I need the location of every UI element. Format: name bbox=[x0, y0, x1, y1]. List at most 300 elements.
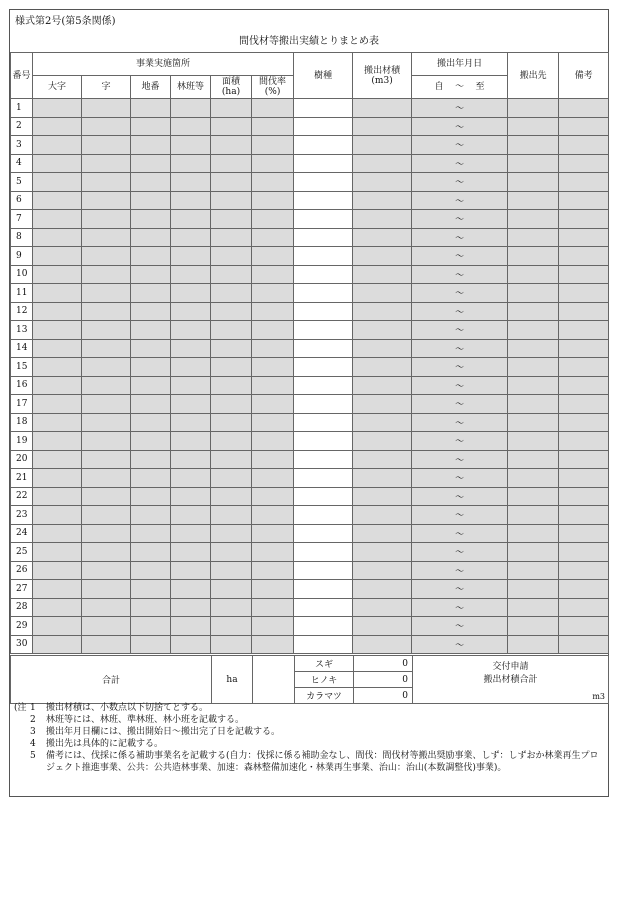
cell-chiban[interactable] bbox=[131, 395, 171, 414]
cell-area[interactable] bbox=[211, 580, 252, 599]
cell-oaza[interactable] bbox=[33, 524, 82, 543]
cell-destination[interactable] bbox=[508, 173, 559, 192]
cell-volume[interactable] bbox=[353, 487, 412, 506]
cell-aza[interactable] bbox=[82, 543, 131, 562]
cell-date-range[interactable]: ～ bbox=[412, 173, 508, 192]
cell-chiban[interactable] bbox=[131, 580, 171, 599]
cell-species[interactable] bbox=[294, 302, 353, 321]
cell-destination[interactable] bbox=[508, 598, 559, 617]
cell-rinpan[interactable] bbox=[171, 265, 211, 284]
cell-chiban[interactable] bbox=[131, 432, 171, 451]
cell-destination[interactable] bbox=[508, 284, 559, 303]
cell-volume[interactable] bbox=[353, 284, 412, 303]
cell-date-range[interactable]: ～ bbox=[412, 265, 508, 284]
cell-aza[interactable] bbox=[82, 561, 131, 580]
cell-chiban[interactable] bbox=[131, 302, 171, 321]
cell-aza[interactable] bbox=[82, 506, 131, 525]
cell-destination[interactable] bbox=[508, 450, 559, 469]
cell-date-range[interactable]: ～ bbox=[412, 469, 508, 488]
cell-oaza[interactable] bbox=[33, 247, 82, 266]
cell-destination[interactable] bbox=[508, 117, 559, 136]
cell-aza[interactable] bbox=[82, 321, 131, 340]
cell-date-range[interactable]: ～ bbox=[412, 339, 508, 358]
cell-volume[interactable] bbox=[353, 543, 412, 562]
cell-oaza[interactable] bbox=[33, 506, 82, 525]
cell-thinning-rate[interactable] bbox=[252, 635, 294, 654]
cell-rinpan[interactable] bbox=[171, 598, 211, 617]
cell-destination[interactable] bbox=[508, 154, 559, 173]
cell-volume[interactable] bbox=[353, 598, 412, 617]
cell-date-range[interactable]: ～ bbox=[412, 543, 508, 562]
cell-remarks[interactable] bbox=[559, 191, 609, 210]
cell-area[interactable] bbox=[211, 247, 252, 266]
cell-remarks[interactable] bbox=[559, 432, 609, 451]
cell-chiban[interactable] bbox=[131, 136, 171, 155]
cell-remarks[interactable] bbox=[559, 136, 609, 155]
cell-destination[interactable] bbox=[508, 136, 559, 155]
cell-oaza[interactable] bbox=[33, 99, 82, 118]
cell-destination[interactable] bbox=[508, 265, 559, 284]
cell-destination[interactable] bbox=[508, 376, 559, 395]
cell-chiban[interactable] bbox=[131, 376, 171, 395]
cell-remarks[interactable] bbox=[559, 561, 609, 580]
cell-aza[interactable] bbox=[82, 598, 131, 617]
cell-destination[interactable] bbox=[508, 561, 559, 580]
cell-rinpan[interactable] bbox=[171, 506, 211, 525]
cell-aza[interactable] bbox=[82, 450, 131, 469]
cell-oaza[interactable] bbox=[33, 561, 82, 580]
cell-volume[interactable] bbox=[353, 302, 412, 321]
cell-remarks[interactable] bbox=[559, 376, 609, 395]
cell-remarks[interactable] bbox=[559, 302, 609, 321]
cell-destination[interactable] bbox=[508, 191, 559, 210]
cell-chiban[interactable] bbox=[131, 524, 171, 543]
cell-volume[interactable] bbox=[353, 228, 412, 247]
cell-oaza[interactable] bbox=[33, 635, 82, 654]
cell-rinpan[interactable] bbox=[171, 617, 211, 636]
cell-date-range[interactable]: ～ bbox=[412, 432, 508, 451]
cell-aza[interactable] bbox=[82, 487, 131, 506]
cell-species[interactable] bbox=[294, 173, 353, 192]
cell-volume[interactable] bbox=[353, 580, 412, 599]
cell-date-range[interactable]: ～ bbox=[412, 228, 508, 247]
cell-thinning-rate[interactable] bbox=[252, 432, 294, 451]
cell-aza[interactable] bbox=[82, 635, 131, 654]
cell-thinning-rate[interactable] bbox=[252, 524, 294, 543]
cell-rinpan[interactable] bbox=[171, 580, 211, 599]
cell-chiban[interactable] bbox=[131, 561, 171, 580]
cell-date-range[interactable]: ～ bbox=[412, 561, 508, 580]
cell-remarks[interactable] bbox=[559, 450, 609, 469]
cell-area[interactable] bbox=[211, 339, 252, 358]
cell-volume[interactable] bbox=[353, 247, 412, 266]
cell-aza[interactable] bbox=[82, 302, 131, 321]
cell-thinning-rate[interactable] bbox=[252, 173, 294, 192]
cell-aza[interactable] bbox=[82, 376, 131, 395]
cell-species[interactable] bbox=[294, 432, 353, 451]
cell-species[interactable] bbox=[294, 210, 353, 229]
cell-area[interactable] bbox=[211, 99, 252, 118]
cell-species[interactable] bbox=[294, 506, 353, 525]
cell-area[interactable] bbox=[211, 450, 252, 469]
cell-destination[interactable] bbox=[508, 302, 559, 321]
cell-volume[interactable] bbox=[353, 376, 412, 395]
cell-volume[interactable] bbox=[353, 99, 412, 118]
cell-remarks[interactable] bbox=[559, 635, 609, 654]
cell-aza[interactable] bbox=[82, 117, 131, 136]
cell-species[interactable] bbox=[294, 580, 353, 599]
cell-destination[interactable] bbox=[508, 99, 559, 118]
cell-remarks[interactable] bbox=[559, 339, 609, 358]
cell-oaza[interactable] bbox=[33, 358, 82, 377]
cell-date-range[interactable]: ～ bbox=[412, 191, 508, 210]
cell-date-range[interactable]: ～ bbox=[412, 136, 508, 155]
cell-aza[interactable] bbox=[82, 228, 131, 247]
cell-rinpan[interactable] bbox=[171, 339, 211, 358]
cell-area[interactable] bbox=[211, 210, 252, 229]
cell-date-range[interactable]: ～ bbox=[412, 99, 508, 118]
cell-area[interactable] bbox=[211, 117, 252, 136]
cell-thinning-rate[interactable] bbox=[252, 99, 294, 118]
cell-oaza[interactable] bbox=[33, 543, 82, 562]
cell-destination[interactable] bbox=[508, 358, 559, 377]
cell-rinpan[interactable] bbox=[171, 395, 211, 414]
cell-thinning-rate[interactable] bbox=[252, 247, 294, 266]
cell-remarks[interactable] bbox=[559, 247, 609, 266]
cell-date-range[interactable]: ～ bbox=[412, 617, 508, 636]
cell-destination[interactable] bbox=[508, 524, 559, 543]
cell-oaza[interactable] bbox=[33, 284, 82, 303]
cell-species[interactable] bbox=[294, 321, 353, 340]
cell-oaza[interactable] bbox=[33, 413, 82, 432]
cell-chiban[interactable] bbox=[131, 635, 171, 654]
cell-area[interactable] bbox=[211, 395, 252, 414]
cell-rinpan[interactable] bbox=[171, 173, 211, 192]
cell-aza[interactable] bbox=[82, 210, 131, 229]
cell-date-range[interactable]: ～ bbox=[412, 321, 508, 340]
cell-rinpan[interactable] bbox=[171, 117, 211, 136]
cell-chiban[interactable] bbox=[131, 450, 171, 469]
cell-rinpan[interactable] bbox=[171, 284, 211, 303]
cell-oaza[interactable] bbox=[33, 395, 82, 414]
cell-species[interactable] bbox=[294, 487, 353, 506]
cell-aza[interactable] bbox=[82, 173, 131, 192]
cell-rinpan[interactable] bbox=[171, 154, 211, 173]
cell-thinning-rate[interactable] bbox=[252, 117, 294, 136]
cell-species[interactable] bbox=[294, 265, 353, 284]
cell-species[interactable] bbox=[294, 617, 353, 636]
cell-aza[interactable] bbox=[82, 284, 131, 303]
cell-oaza[interactable] bbox=[33, 432, 82, 451]
cell-volume[interactable] bbox=[353, 432, 412, 451]
cell-oaza[interactable] bbox=[33, 173, 82, 192]
cell-area[interactable] bbox=[211, 154, 252, 173]
cell-volume[interactable] bbox=[353, 524, 412, 543]
cell-chiban[interactable] bbox=[131, 413, 171, 432]
cell-chiban[interactable] bbox=[131, 543, 171, 562]
cell-oaza[interactable] bbox=[33, 321, 82, 340]
cell-chiban[interactable] bbox=[131, 173, 171, 192]
cell-remarks[interactable] bbox=[559, 284, 609, 303]
cell-area[interactable] bbox=[211, 173, 252, 192]
cell-area[interactable] bbox=[211, 413, 252, 432]
cell-remarks[interactable] bbox=[559, 469, 609, 488]
cell-thinning-rate[interactable] bbox=[252, 265, 294, 284]
cell-date-range[interactable]: ～ bbox=[412, 487, 508, 506]
cell-volume[interactable] bbox=[353, 173, 412, 192]
cell-volume[interactable] bbox=[353, 117, 412, 136]
cell-date-range[interactable]: ～ bbox=[412, 302, 508, 321]
cell-species[interactable] bbox=[294, 635, 353, 654]
cell-date-range[interactable]: ～ bbox=[412, 210, 508, 229]
cell-remarks[interactable] bbox=[559, 358, 609, 377]
cell-rinpan[interactable] bbox=[171, 136, 211, 155]
cell-volume[interactable] bbox=[353, 506, 412, 525]
cell-date-range[interactable]: ～ bbox=[412, 358, 508, 377]
cell-aza[interactable] bbox=[82, 395, 131, 414]
cell-oaza[interactable] bbox=[33, 339, 82, 358]
cell-aza[interactable] bbox=[82, 432, 131, 451]
cell-species[interactable] bbox=[294, 117, 353, 136]
cell-oaza[interactable] bbox=[33, 191, 82, 210]
cell-aza[interactable] bbox=[82, 580, 131, 599]
cell-aza[interactable] bbox=[82, 99, 131, 118]
cell-destination[interactable] bbox=[508, 506, 559, 525]
cell-chiban[interactable] bbox=[131, 358, 171, 377]
cell-aza[interactable] bbox=[82, 617, 131, 636]
cell-thinning-rate[interactable] bbox=[252, 487, 294, 506]
totals-species-value[interactable]: 0 bbox=[354, 656, 413, 672]
cell-aza[interactable] bbox=[82, 191, 131, 210]
cell-destination[interactable] bbox=[508, 210, 559, 229]
cell-oaza[interactable] bbox=[33, 117, 82, 136]
cell-date-range[interactable]: ～ bbox=[412, 450, 508, 469]
cell-area[interactable] bbox=[211, 635, 252, 654]
cell-remarks[interactable] bbox=[559, 413, 609, 432]
cell-date-range[interactable]: ～ bbox=[412, 154, 508, 173]
cell-chiban[interactable] bbox=[131, 99, 171, 118]
cell-date-range[interactable]: ～ bbox=[412, 635, 508, 654]
cell-thinning-rate[interactable] bbox=[252, 598, 294, 617]
cell-volume[interactable] bbox=[353, 210, 412, 229]
cell-remarks[interactable] bbox=[559, 117, 609, 136]
cell-chiban[interactable] bbox=[131, 617, 171, 636]
cell-rinpan[interactable] bbox=[171, 469, 211, 488]
cell-species[interactable] bbox=[294, 154, 353, 173]
cell-remarks[interactable] bbox=[559, 228, 609, 247]
cell-destination[interactable] bbox=[508, 247, 559, 266]
cell-oaza[interactable] bbox=[33, 617, 82, 636]
cell-chiban[interactable] bbox=[131, 228, 171, 247]
cell-area[interactable] bbox=[211, 376, 252, 395]
cell-oaza[interactable] bbox=[33, 154, 82, 173]
cell-rinpan[interactable] bbox=[171, 210, 211, 229]
cell-volume[interactable] bbox=[353, 191, 412, 210]
cell-area[interactable] bbox=[211, 543, 252, 562]
cell-destination[interactable] bbox=[508, 543, 559, 562]
cell-oaza[interactable] bbox=[33, 210, 82, 229]
cell-thinning-rate[interactable] bbox=[252, 395, 294, 414]
cell-volume[interactable] bbox=[353, 635, 412, 654]
cell-destination[interactable] bbox=[508, 339, 559, 358]
cell-remarks[interactable] bbox=[559, 580, 609, 599]
cell-date-range[interactable]: ～ bbox=[412, 413, 508, 432]
cell-species[interactable] bbox=[294, 561, 353, 580]
cell-species[interactable] bbox=[294, 358, 353, 377]
cell-thinning-rate[interactable] bbox=[252, 617, 294, 636]
cell-destination[interactable] bbox=[508, 469, 559, 488]
cell-oaza[interactable] bbox=[33, 228, 82, 247]
cell-oaza[interactable] bbox=[33, 136, 82, 155]
cell-remarks[interactable] bbox=[559, 506, 609, 525]
cell-remarks[interactable] bbox=[559, 617, 609, 636]
cell-destination[interactable] bbox=[508, 228, 559, 247]
cell-species[interactable] bbox=[294, 228, 353, 247]
cell-volume[interactable] bbox=[353, 561, 412, 580]
cell-date-range[interactable]: ～ bbox=[412, 247, 508, 266]
cell-rinpan[interactable] bbox=[171, 635, 211, 654]
cell-chiban[interactable] bbox=[131, 154, 171, 173]
cell-remarks[interactable] bbox=[559, 321, 609, 340]
cell-aza[interactable] bbox=[82, 247, 131, 266]
cell-thinning-rate[interactable] bbox=[252, 506, 294, 525]
cell-thinning-rate[interactable] bbox=[252, 284, 294, 303]
cell-chiban[interactable] bbox=[131, 487, 171, 506]
cell-remarks[interactable] bbox=[559, 598, 609, 617]
cell-area[interactable] bbox=[211, 432, 252, 451]
cell-date-range[interactable]: ～ bbox=[412, 284, 508, 303]
cell-remarks[interactable] bbox=[559, 487, 609, 506]
cell-destination[interactable] bbox=[508, 432, 559, 451]
cell-destination[interactable] bbox=[508, 617, 559, 636]
cell-oaza[interactable] bbox=[33, 265, 82, 284]
cell-volume[interactable] bbox=[353, 450, 412, 469]
cell-rinpan[interactable] bbox=[171, 487, 211, 506]
cell-thinning-rate[interactable] bbox=[252, 302, 294, 321]
cell-rinpan[interactable] bbox=[171, 524, 211, 543]
cell-remarks[interactable] bbox=[559, 154, 609, 173]
cell-area[interactable] bbox=[211, 598, 252, 617]
cell-aza[interactable] bbox=[82, 339, 131, 358]
cell-species[interactable] bbox=[294, 247, 353, 266]
cell-remarks[interactable] bbox=[559, 210, 609, 229]
cell-area[interactable] bbox=[211, 506, 252, 525]
cell-remarks[interactable] bbox=[559, 395, 609, 414]
cell-remarks[interactable] bbox=[559, 524, 609, 543]
cell-remarks[interactable] bbox=[559, 543, 609, 562]
cell-thinning-rate[interactable] bbox=[252, 339, 294, 358]
cell-aza[interactable] bbox=[82, 469, 131, 488]
cell-destination[interactable] bbox=[508, 487, 559, 506]
cell-thinning-rate[interactable] bbox=[252, 228, 294, 247]
cell-remarks[interactable] bbox=[559, 265, 609, 284]
cell-remarks[interactable] bbox=[559, 99, 609, 118]
cell-oaza[interactable] bbox=[33, 469, 82, 488]
cell-volume[interactable] bbox=[353, 265, 412, 284]
cell-species[interactable] bbox=[294, 284, 353, 303]
cell-chiban[interactable] bbox=[131, 247, 171, 266]
cell-thinning-rate[interactable] bbox=[252, 321, 294, 340]
cell-aza[interactable] bbox=[82, 358, 131, 377]
cell-volume[interactable] bbox=[353, 136, 412, 155]
cell-chiban[interactable] bbox=[131, 284, 171, 303]
cell-chiban[interactable] bbox=[131, 506, 171, 525]
cell-area[interactable] bbox=[211, 302, 252, 321]
cell-species[interactable] bbox=[294, 136, 353, 155]
cell-rinpan[interactable] bbox=[171, 561, 211, 580]
cell-volume[interactable] bbox=[353, 321, 412, 340]
cell-rinpan[interactable] bbox=[171, 543, 211, 562]
cell-destination[interactable] bbox=[508, 580, 559, 599]
cell-oaza[interactable] bbox=[33, 580, 82, 599]
cell-area[interactable] bbox=[211, 561, 252, 580]
cell-destination[interactable] bbox=[508, 395, 559, 414]
cell-area[interactable] bbox=[211, 469, 252, 488]
cell-aza[interactable] bbox=[82, 265, 131, 284]
cell-area[interactable] bbox=[211, 191, 252, 210]
cell-volume[interactable] bbox=[353, 413, 412, 432]
cell-oaza[interactable] bbox=[33, 302, 82, 321]
cell-volume[interactable] bbox=[353, 339, 412, 358]
cell-rinpan[interactable] bbox=[171, 358, 211, 377]
cell-thinning-rate[interactable] bbox=[252, 580, 294, 599]
cell-thinning-rate[interactable] bbox=[252, 469, 294, 488]
cell-thinning-rate[interactable] bbox=[252, 413, 294, 432]
cell-aza[interactable] bbox=[82, 413, 131, 432]
cell-date-range[interactable]: ～ bbox=[412, 117, 508, 136]
cell-date-range[interactable]: ～ bbox=[412, 524, 508, 543]
cell-oaza[interactable] bbox=[33, 450, 82, 469]
cell-chiban[interactable] bbox=[131, 210, 171, 229]
cell-species[interactable] bbox=[294, 543, 353, 562]
cell-rinpan[interactable] bbox=[171, 450, 211, 469]
cell-thinning-rate[interactable] bbox=[252, 376, 294, 395]
cell-chiban[interactable] bbox=[131, 598, 171, 617]
cell-chiban[interactable] bbox=[131, 117, 171, 136]
cell-aza[interactable] bbox=[82, 524, 131, 543]
cell-area[interactable] bbox=[211, 284, 252, 303]
cell-species[interactable] bbox=[294, 598, 353, 617]
cell-volume[interactable] bbox=[353, 358, 412, 377]
cell-chiban[interactable] bbox=[131, 191, 171, 210]
totals-species-value[interactable]: 0 bbox=[354, 688, 413, 704]
cell-area[interactable] bbox=[211, 524, 252, 543]
cell-species[interactable] bbox=[294, 395, 353, 414]
cell-volume[interactable] bbox=[353, 154, 412, 173]
cell-date-range[interactable]: ～ bbox=[412, 598, 508, 617]
cell-species[interactable] bbox=[294, 339, 353, 358]
cell-destination[interactable] bbox=[508, 413, 559, 432]
cell-oaza[interactable] bbox=[33, 487, 82, 506]
cell-species[interactable] bbox=[294, 376, 353, 395]
cell-destination[interactable] bbox=[508, 321, 559, 340]
cell-thinning-rate[interactable] bbox=[252, 191, 294, 210]
cell-aza[interactable] bbox=[82, 136, 131, 155]
cell-thinning-rate[interactable] bbox=[252, 136, 294, 155]
cell-area[interactable] bbox=[211, 228, 252, 247]
cell-date-range[interactable]: ～ bbox=[412, 506, 508, 525]
cell-date-range[interactable]: ～ bbox=[412, 580, 508, 599]
cell-area[interactable] bbox=[211, 617, 252, 636]
cell-species[interactable] bbox=[294, 191, 353, 210]
cell-species[interactable] bbox=[294, 413, 353, 432]
cell-rinpan[interactable] bbox=[171, 228, 211, 247]
cell-chiban[interactable] bbox=[131, 339, 171, 358]
cell-thinning-rate[interactable] bbox=[252, 450, 294, 469]
cell-thinning-rate[interactable] bbox=[252, 358, 294, 377]
cell-date-range[interactable]: ～ bbox=[412, 395, 508, 414]
cell-rinpan[interactable] bbox=[171, 321, 211, 340]
